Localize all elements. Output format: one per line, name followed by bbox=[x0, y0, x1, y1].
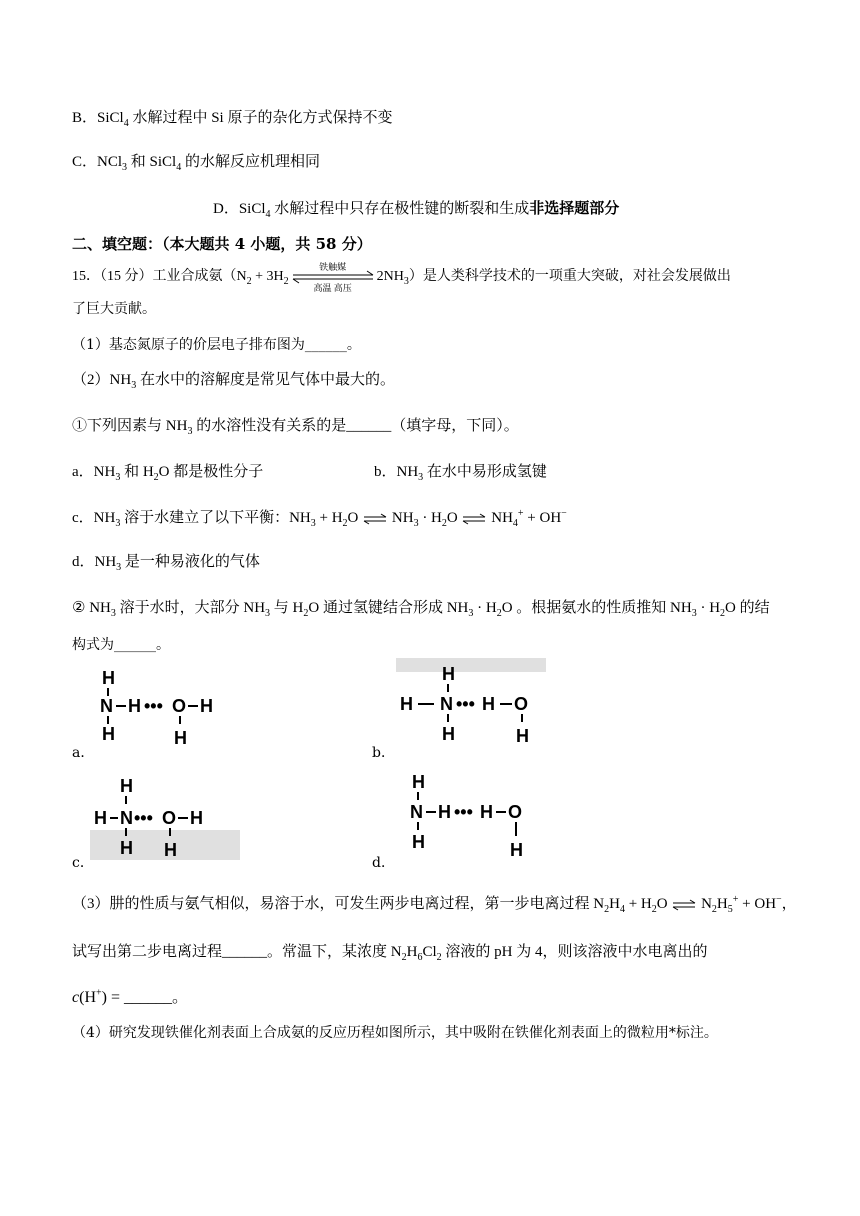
svg-text:H: H bbox=[200, 696, 213, 716]
q15-part2-i: ①下列因素与 $NH_3$ 的水溶性没有关系的是______（填字母，下同）。 bbox=[72, 418, 519, 437]
reversible-arrow-icon: 铁触媒 高温 高压 bbox=[289, 262, 377, 292]
equilibrium-arrow-icon bbox=[461, 513, 487, 525]
equilibrium-arrow-icon bbox=[671, 899, 697, 911]
svg-text:H: H bbox=[102, 668, 115, 688]
section-title: 二、填空题：（本大题共 4 小题，共 58 分） bbox=[72, 235, 372, 253]
svg-text:H: H bbox=[120, 838, 133, 858]
q15-part3-cont: 试写出第二步电离过程______。常温下，某浓度 $N_2H_6Cl_2$ 溶液的 pH 为 4，则该溶液中水电离出的 bbox=[72, 944, 708, 963]
option-d: D．SiCl$_4$ 水解过程中只存在极性键的断裂和生成非选择题部分 bbox=[213, 201, 620, 220]
q15-part2-ii-cont: 构式为______。 bbox=[72, 637, 170, 653]
svg-text:H: H bbox=[438, 802, 451, 822]
structure-b bbox=[396, 658, 556, 754]
q15-part4: （4）研究发现铁催化剂表面上合成氨的反应历程如图所示，其中吸附在铁催化剂表面上的微粒用*标注。 bbox=[72, 1025, 718, 1041]
q15-part1: （1）基态氮原子的价层电子排布图为______。 bbox=[72, 337, 361, 353]
svg-text:H: H bbox=[480, 802, 493, 822]
choice-b: b．$NH_3$ 在水中易形成氢键 bbox=[374, 464, 547, 483]
option-c: C．NCl$_3$ 和 SiCl$_4$ 的水解反应机理相同 bbox=[72, 154, 320, 173]
svg-text:H: H bbox=[94, 808, 107, 828]
q15-part2-ii: ② $NH_3$ 溶于水时，大部分 $NH_3$ 与 $H_2O$ 通过氢键结合形成 $NH_3 \cdot H_2O$ 。根据氨水的性质推知 $NH_3 \cdot H_2O$ 的结 bbox=[72, 600, 770, 619]
choice-a: a．$NH_3$ 和 $H_2O$ 都是极性分子 bbox=[72, 464, 264, 483]
equilibrium-arrow-icon bbox=[362, 513, 388, 525]
structure-label-b: b． bbox=[372, 745, 395, 761]
svg-text:H: H bbox=[102, 724, 115, 744]
q15-part2: $(2)NH_3$ 在水中的溶解度是常见气体中最大的。 bbox=[72, 372, 395, 391]
svg-text:H: H bbox=[174, 728, 187, 748]
svg-text:H: H bbox=[482, 694, 495, 714]
q15-stem: 15．（15 分）工业合成氨（$N_2 + 3H_2$ 铁触媒 高温 高压 $2NH_3$）是人类科学技术的一项重大突破，对社会发展做出 bbox=[72, 262, 731, 293]
svg-text:N: N bbox=[100, 696, 113, 716]
svg-text:N: N bbox=[410, 802, 423, 822]
svg-text:H: H bbox=[164, 840, 177, 860]
svg-text:•••: ••• bbox=[456, 694, 475, 714]
choice-c: c．$NH_3$ 溶于水建立了以下平衡：$NH_3 + H_2O$ $NH_3 \cdot H_2O$ $NH_4^+ + OH^-$ bbox=[72, 508, 567, 529]
structure-label-a: a． bbox=[72, 745, 95, 761]
q15-stem-cont: 了巨大贡献。 bbox=[72, 301, 156, 317]
svg-text:H: H bbox=[442, 664, 455, 684]
svg-text:H: H bbox=[190, 808, 203, 828]
choice-d: d．$NH_3$ 是一种易液化的气体 bbox=[72, 554, 260, 573]
svg-text:N: N bbox=[440, 694, 453, 714]
svg-text:H: H bbox=[400, 694, 413, 714]
svg-text:H: H bbox=[412, 772, 425, 792]
svg-text:•••: ••• bbox=[144, 696, 163, 716]
structure-c bbox=[90, 770, 250, 870]
svg-text:•••: ••• bbox=[454, 802, 473, 822]
structure-d bbox=[408, 768, 558, 868]
structure-label-c: c． bbox=[72, 855, 94, 871]
svg-text:N: N bbox=[120, 808, 133, 828]
svg-text:H: H bbox=[516, 726, 529, 746]
svg-text:H: H bbox=[128, 696, 141, 716]
svg-text:•••: ••• bbox=[134, 808, 153, 828]
structure-a bbox=[96, 666, 236, 754]
svg-text:H: H bbox=[120, 776, 133, 796]
svg-text:H: H bbox=[510, 840, 523, 860]
option-b: B．SiCl$_4$ 水解过程中 Si 原子的杂化方式保持不变 bbox=[72, 110, 393, 129]
svg-text:O: O bbox=[514, 694, 529, 714]
q15-part3: （3）肼的性质与氨气相似，易溶于水，可发生两步电离过程，第一步电离过程 $N_2H_4 + H_2O$ $N_2H_5^+ + OH^-$， bbox=[72, 894, 797, 915]
q15-part3-answer: c(H+) = ______。 bbox=[72, 987, 188, 1006]
svg-text:O: O bbox=[508, 802, 523, 822]
svg-text:O: O bbox=[162, 808, 177, 828]
svg-text:H: H bbox=[442, 724, 455, 744]
svg-text:H: H bbox=[412, 832, 425, 852]
structure-label-d: d． bbox=[372, 855, 395, 871]
svg-text:O: O bbox=[172, 696, 187, 716]
